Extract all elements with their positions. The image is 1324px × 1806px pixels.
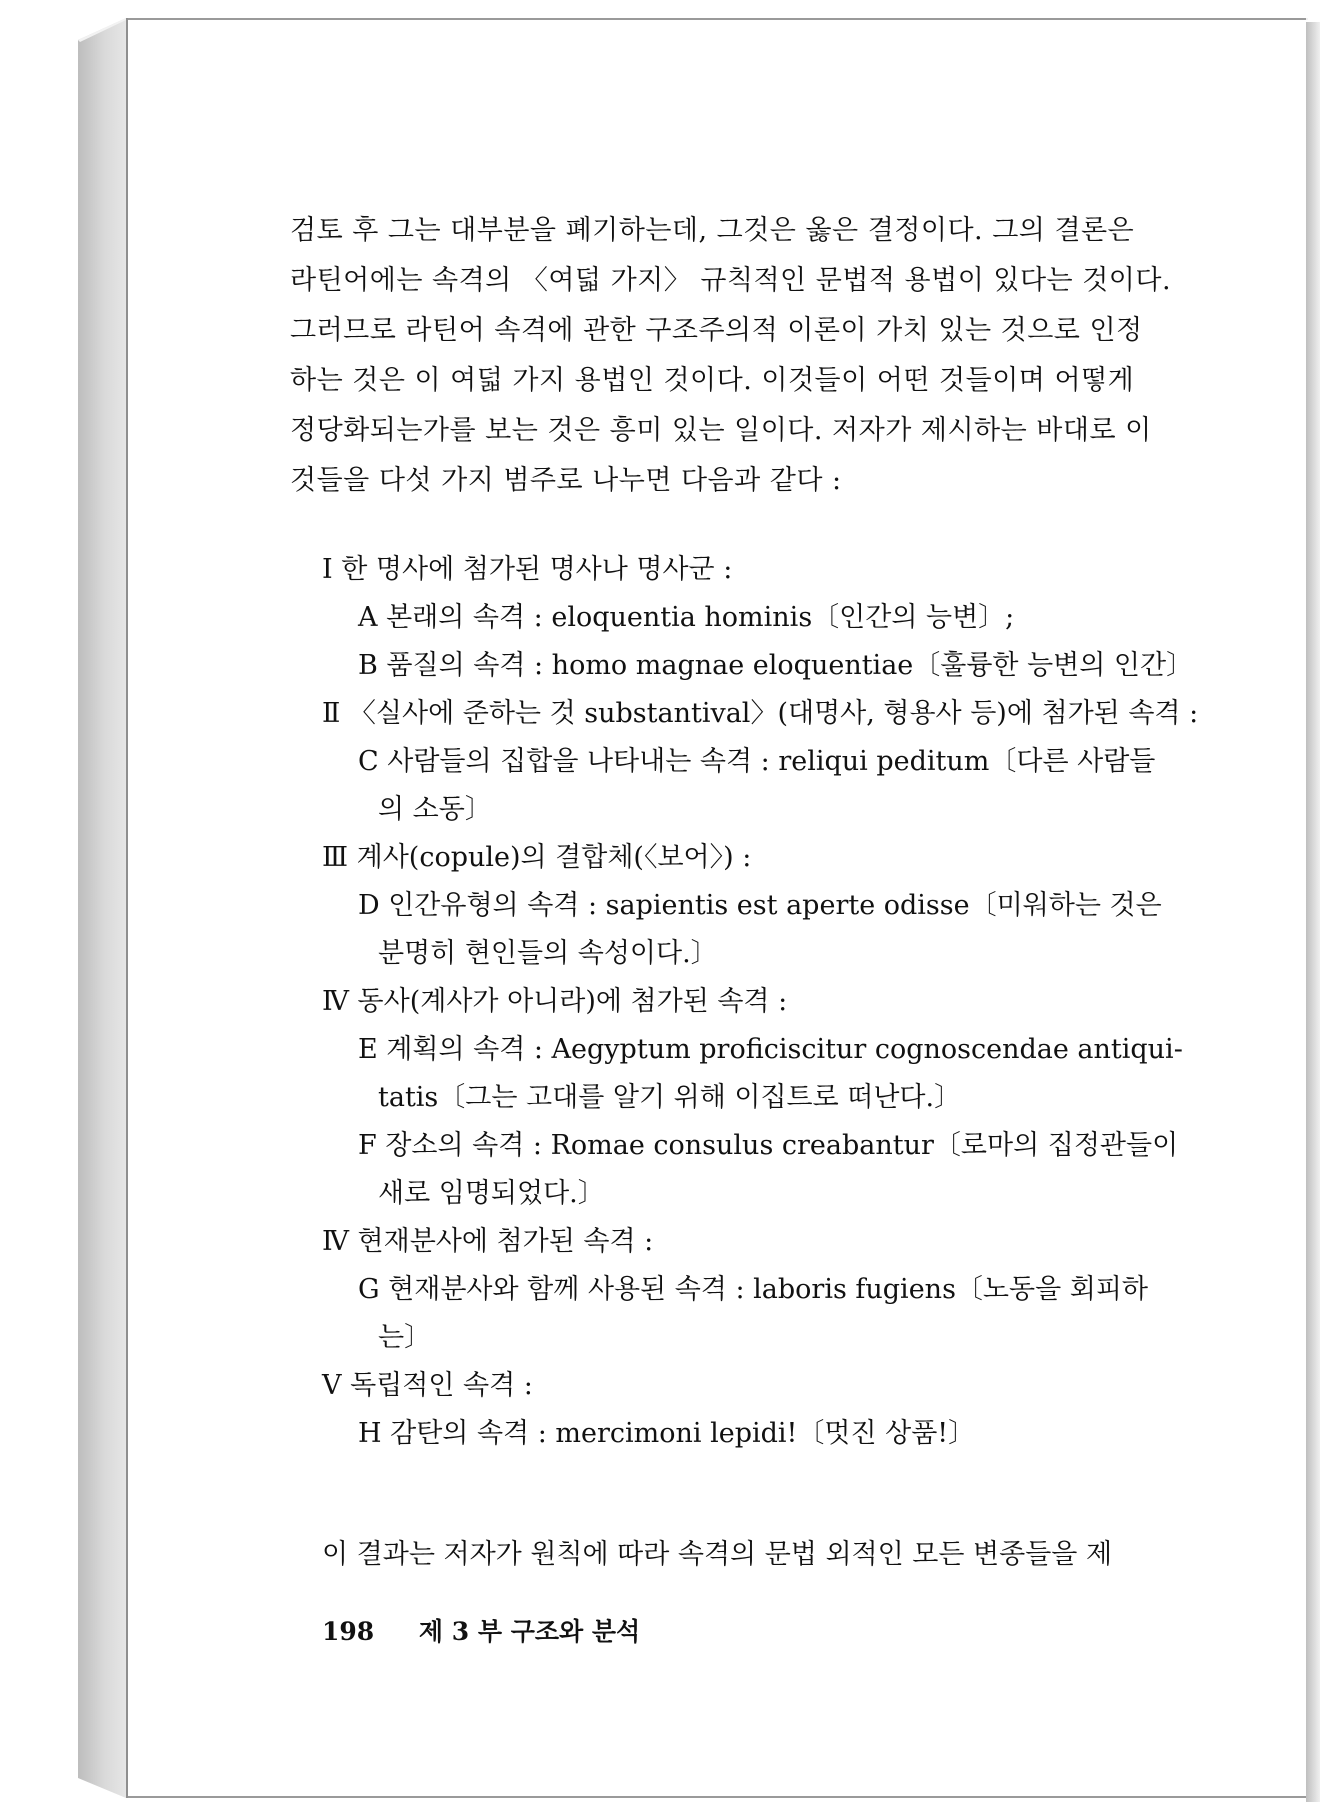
genitive-outline [322,546,1199,1458]
outline-entry: C 사람들의 집합을 나타내는 속격 : reliqui peditum〔다른 사람들 [358,746,1156,777]
text-line: 것들을 다섯 가지 범주로 나누면 다음과 같다 : [290,465,842,496]
category-heading: Ⅰ 한 명사에 첨가된 명사나 명사군 : [322,554,733,585]
section-title: 제 3 부 구조와 분석 [418,1617,641,1646]
book-spine [78,18,126,1798]
outline-entry-continuation: 의 소동〕 [378,794,492,825]
outline-entry: G 현재분사와 함께 사용된 속격 : laboris fugiens〔노동을 회피하 [358,1274,1148,1305]
category-heading: Ⅲ 계사(copule)의 결합체(〈보어〉) : [322,842,752,873]
text-line: 라틴어에는 속격의 〈여덟 가지〉 규칙적인 문법적 용법이 있다는 것이다. [290,265,1172,296]
outline-entry-continuation: 는〕 [378,1322,432,1353]
category-heading: Ⅳ 동사(계사가 아니라)에 첨가된 속격 : [322,986,788,1017]
text-line: 하는 것은 이 여덟 가지 용법인 것이다. 이것들이 어떤 것들이며 어떻게 [290,365,1135,396]
category-heading: Ⅱ 〈실사에 준하는 것 substantival〉(대명사, 형용사 등)에 첨가된 속격 : [322,698,1199,729]
text-line: 그러므로 라틴어 속격에 관한 구조주의적 이론이 가치 있는 것으로 인정 [290,315,1143,346]
outline-entry: H 감탄의 속격 : mercimoni lepidi!〔멋진 상품!〕 [358,1418,976,1449]
text-line: 정당화되는가를 보는 것은 흥미 있는 일이다. 저자가 제시하는 바대로 이 [290,415,1152,446]
outline-entry: A 본래의 속격 : eloquentia hominis〔인간의 능변〕; [358,602,1015,633]
outline-entry: D 인간유형의 속격 : sapientis est aperte odisse〔미워하는 것은 [358,890,1162,921]
category-heading: Ⅳ 현재분사에 첨가된 속격 : [322,1226,654,1257]
text-line: 검토 후 그는 대부분을 폐기하는데, 그것은 옳은 결정이다. 그의 결론은 [290,215,1135,246]
page-number: 198 [322,1617,375,1646]
top-paragraph [290,206,1172,506]
page-left-edge [126,18,128,1798]
category-heading: Ⅴ 독립적인 속격 : [322,1370,533,1401]
outline-entry-continuation: tatis〔그는 고대를 알기 위해 이집트로 떠난다.〕 [378,1082,962,1113]
outline-entry: F 장소의 속격 : Romae consulus creabantur〔로마의 집정관들이 [358,1130,1179,1161]
outline-entry-continuation: 새로 임명되었다.〕 [378,1178,605,1209]
page-shadow [1306,22,1320,1802]
bottom-paragraph: 이 결과는 저자가 원칙에 따라 속격의 문법 외적인 모든 변종들을 제 [322,1539,1113,1570]
outline-entry: E 계획의 속격 : Aegyptum proficiscitur cognoscendae antiqui- [358,1034,1183,1065]
page-footer [322,1612,640,1652]
outline-entry-continuation: 분명히 현인들의 속성이다.〕 [378,938,718,969]
outline-entry: B 품질의 속격 : homo magnae eloquentiae〔훌륭한 능변의 인간〕 [358,650,1194,681]
